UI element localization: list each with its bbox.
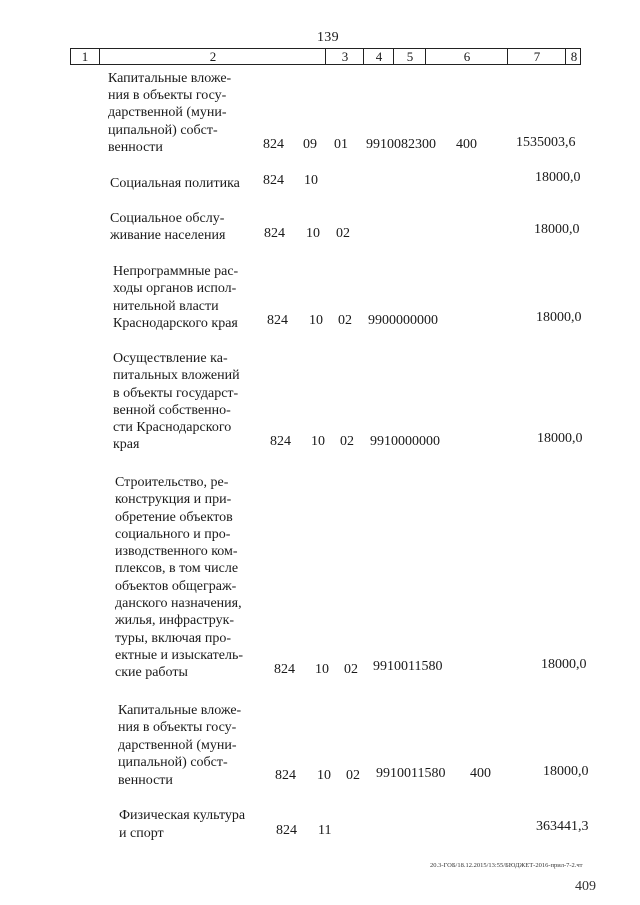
document-stamp: 20.3-ГОБ/18.12.2015/13:55/БЮДЖЕТ-2016-прил-7-2.чт	[430, 862, 583, 869]
row-5-col6: 9910000000	[370, 434, 440, 449]
row-7-col5: 02	[346, 768, 360, 783]
row-7-col8: 18000,0	[543, 764, 589, 779]
row-1-col4: 09	[303, 137, 317, 152]
row-4-col5: 02	[338, 313, 352, 328]
row-1-col3: 824	[263, 137, 284, 152]
row-7-col4: 10	[317, 768, 331, 783]
row-2-col3: 824	[263, 173, 284, 188]
row-8-col3: 824	[276, 823, 297, 838]
row-4-col4: 10	[309, 313, 323, 328]
row-8-col4: 11	[318, 823, 332, 838]
row-5-name: Осуществление ка- питальных вложений в объекты государст- венной собственно- сти Краснодарского края	[113, 351, 240, 453]
row-3-col3: 824	[264, 226, 285, 241]
row-6-col5: 02	[344, 662, 358, 677]
row-5-col3: 824	[270, 434, 291, 449]
row-5-col4: 10	[311, 434, 325, 449]
row-3-col8: 18000,0	[534, 222, 580, 237]
page-number: 139	[317, 30, 339, 45]
row-6-col6: 9910011580	[373, 659, 443, 674]
row-2-name: Социальная политика	[110, 176, 240, 191]
row-7-col7: 400	[470, 766, 491, 781]
column-header-2: 2	[99, 49, 326, 64]
row-3-col5: 02	[336, 226, 350, 241]
row-2-col4: 10	[304, 173, 318, 188]
row-1-col8: 1535003,6	[516, 135, 576, 150]
column-header-7: 7	[507, 49, 566, 64]
row-4-col6: 9900000000	[368, 313, 438, 328]
row-7-col3: 824	[275, 768, 296, 783]
column-header-row	[70, 48, 581, 65]
row-6-col4: 10	[315, 662, 329, 677]
row-4-name: Непрограммные рас- ходы органов испол- нительной власти Краснодарского края	[113, 264, 239, 332]
row-6-col3: 824	[274, 662, 295, 677]
row-4-col3: 824	[267, 313, 288, 328]
sheet-number: 409	[575, 879, 596, 894]
row-8-name: Физическая культура и спорт	[119, 808, 246, 841]
row-1-col7: 400	[456, 137, 477, 152]
row-6-name: Строительство, ре- конструкция и при- обретение объектов социального и про- изводственного ком- плексов, в том числе объектов общеграж- данского назначения, жилья, инфраструк- туры, включая про- ектные и изыскатель- ские работы	[115, 475, 244, 681]
row-5-col8: 18000,0	[537, 431, 583, 446]
column-header-3: 3	[325, 49, 364, 64]
column-header-8: 8	[565, 49, 582, 64]
row-1-col6: 9910082300	[366, 137, 436, 152]
row-3-col4: 10	[306, 226, 320, 241]
row-1-name: Капитальные вложе- ния в объекты госу- дарственной (муни- ципальной) собст- венности	[108, 71, 232, 155]
row-3-name: Социальное обслу- живание населения	[110, 211, 226, 244]
row-7-name: Капитальные вложе- ния в объекты госу- дарственной (муни- ципальной) собст- венности	[118, 703, 242, 788]
row-1-col5: 01	[334, 137, 348, 152]
column-header-1: 1	[81, 49, 89, 64]
column-header-6: 6	[425, 49, 508, 64]
row-6-col8: 18000,0	[541, 657, 587, 672]
row-8-col8: 363441,3	[536, 819, 589, 834]
row-7-col6: 9910011580	[376, 766, 446, 781]
row-5-col5: 02	[340, 434, 354, 449]
row-2-col8: 18000,0	[535, 170, 581, 185]
column-header-5: 5	[393, 49, 426, 64]
row-4-col8: 18000,0	[536, 310, 582, 325]
column-header-4: 4	[363, 49, 394, 64]
